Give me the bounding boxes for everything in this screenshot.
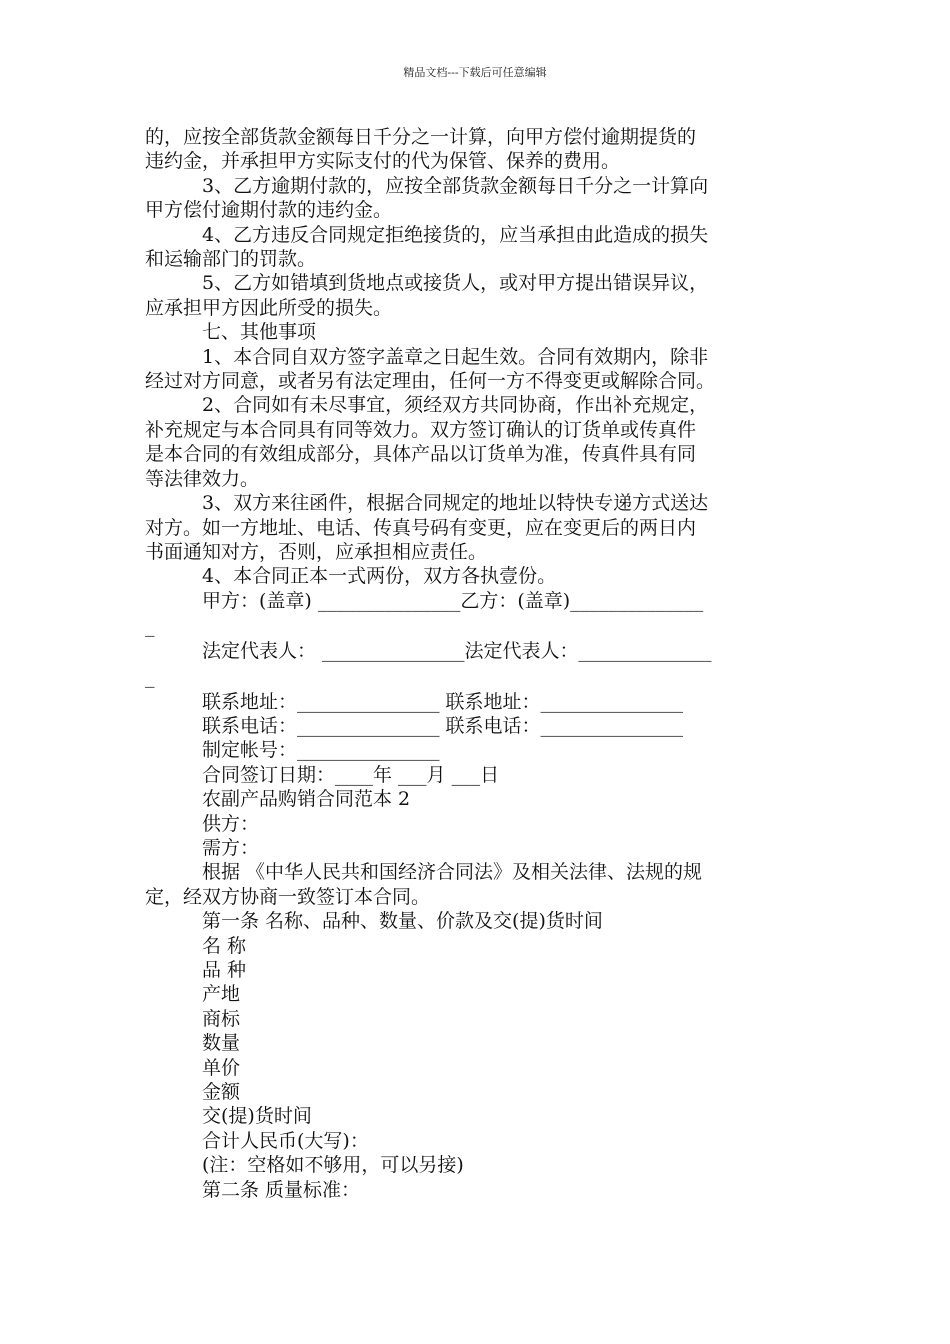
text-line: 书面通知对方，否则，应承担相应责任。 [145, 540, 488, 563]
text-line: 联系地址：_______________ 联系地址：_______________ [202, 690, 684, 713]
text-line: 农副产品购销合同范本 2 [202, 788, 411, 811]
contract-clauses [145, 125, 807, 589]
text-line: 交(提)货时间 [202, 1105, 312, 1128]
text-line: 5、乙方如错填到货地点或接货人，或对甲方提出错误异议， [202, 272, 709, 295]
signature-representative-line: 法定代表人： _______________法定代表人：______________ [202, 640, 712, 663]
text-line: 定，经双方协商一致签订本合同。 [145, 885, 431, 908]
text-line: 等法律效力。 [145, 467, 260, 490]
text-line: 的，应按全部货款金额每日千分之一计算，向甲方偿付逾期提货的 [145, 126, 697, 148]
text-line: 商标 [202, 1007, 241, 1030]
text-line: 3、乙方逾期付款的，应按全部货款金额每日千分之一计算向 [202, 174, 709, 197]
text-line: 和运输部门的罚款。 [145, 248, 317, 271]
text-line: 根据 《中华人民共和国经济合同法》及相关法律、法规的规 [202, 861, 703, 884]
text-line: 第二条 质量标准： [202, 1178, 361, 1201]
text-line: 补充规定与本合同具有同等效力。双方签订确认的订货单或传真件 [145, 418, 697, 441]
text-line: 是本合同的有效组成部分，具体产品以订货单为准，传真件具有同 [145, 443, 697, 466]
text-line: 经过对方同意，或者另有法定理由，任何一方不得变更或解除合同。 [145, 370, 716, 393]
text-line: (注：空格如不够用，可以另接) [202, 1154, 464, 1177]
text-line: 七、其他事项 [202, 321, 317, 344]
text-line: 3、双方来往函件，根据合同规定的地址以特快专递方式送达 [202, 492, 709, 515]
text-line: 数量 [202, 1032, 241, 1055]
text-line: 产地 [202, 983, 241, 1006]
signature-party-line: 甲方：(盖章) _______________乙方：(盖章)______________ [202, 589, 704, 612]
text-line: 1、本合同自双方签字盖章之日起生效。合同有效期内，除非 [202, 345, 709, 368]
text-line: 单价 [202, 1056, 241, 1079]
text-line: 应承担甲方因此所受的损失。 [145, 296, 393, 319]
signature-party-line-tail: _ [145, 615, 155, 638]
text-line: 品 种 [202, 959, 247, 981]
text-line: 制定帐号：_______________ [202, 739, 440, 762]
text-line: 供方： [202, 812, 260, 835]
text-line: 金额 [202, 1081, 241, 1104]
text-line: 名 称 [202, 934, 247, 957]
text-line: 甲方偿付逾期付款的违约金。 [145, 199, 393, 222]
page-header: 精品文档---下载后可任意编辑 [403, 66, 547, 79]
text-line: 第一条 名称、品种、数量、价款及交(提)货时间 [202, 910, 603, 933]
text-line: 2、合同如有未尽事宜，须经双方共同协商，作出补充规定， [202, 394, 709, 417]
document-body [145, 125, 807, 1202]
text-line: 对方。如一方地址、电话、传真号码有变更，应在变更后的两日内 [145, 516, 697, 539]
text-line: 4、乙方违反合同规定拒绝接货的，应当承担由此造成的损失 [202, 223, 709, 246]
contract-details [145, 690, 807, 1203]
text-line: 需方： [202, 836, 260, 859]
text-line: 4、本合同正本一式两份，双方各执壹份。 [202, 565, 557, 588]
text-line: 联系电话：_______________ 联系电话：_______________ [202, 714, 684, 737]
text-line: 合计人民币(大写)： [202, 1129, 369, 1152]
text-line: 合同签订日期：____年 ___月 ___日 [202, 763, 500, 786]
signature-representative-line-tail: _ [145, 665, 155, 688]
text-line: 违约金，并承担甲方实际支付的代为保管、保养的费用。 [145, 150, 621, 173]
